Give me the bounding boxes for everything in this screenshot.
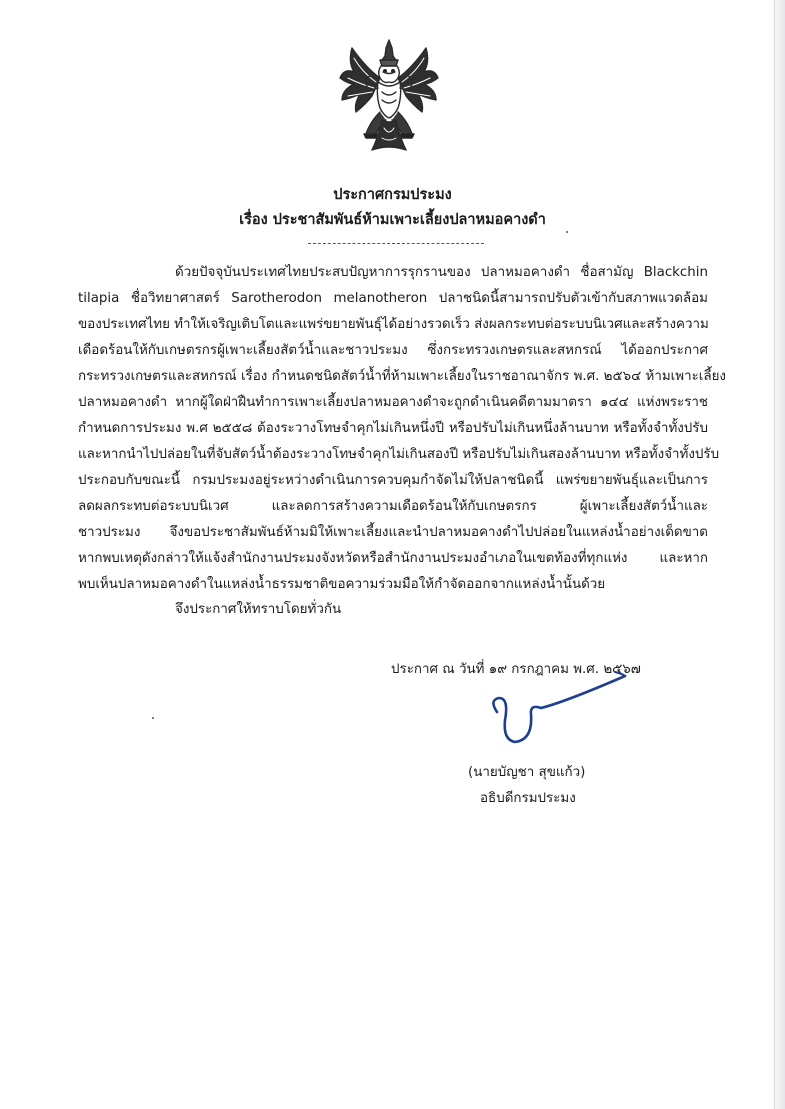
- body-line-7: กำหนดการประมง พ.ศ ๒๕๕๘ ต้องระวางโทษจำคุกไม่เกินหนึ่งปี หรือปรับไม่เกินหนึ่งล้านบาท หรือทั้งจำทั้งปรับ: [78, 421, 708, 436]
- body-line-2: tilapia ชื่อวิทยาศาสตร์ Sarotherodon melanotheron ปลาชนิดนี้สามารถปรับตัวเข้ากับสภาพแวดล้อม: [78, 291, 708, 306]
- announcement-date: ประกาศ ณ วันที่ ๑๙ กรกฎาคม พ.ศ. ๒๕๖๗: [391, 662, 641, 677]
- page-edge-line: [774, 0, 775, 1109]
- body-line-3: ของประเทศไทย ทำให้เจริญเติบโตและแพร่ขยายพันธุ์ได้อย่างรวดเร็ว ส่งผลกระทบต่อระบบนิเวศและสร้างความ: [78, 317, 709, 332]
- garuda-emblem-icon: [336, 38, 442, 158]
- body-line-1: ด้วยปัจจุบันประเทศไทยประสบปัญหาการรุกรานของ ปลาหมอคางดำ ชื่อสามัญ Blackchin: [175, 265, 708, 280]
- signer-title: อธิบดีกรมประมง: [480, 791, 576, 806]
- title-divider: [308, 243, 484, 244]
- body-line-4: เดือดร้อนให้กับเกษตรกรผู้เพาะเลี้ยงสัตว์น้ำและชาวประมง ซึ่งกระทรวงเกษตรและสหกรณ์ ได้ออกประกาศ: [78, 343, 708, 358]
- signer-name: (นายบัญชา สุขแก้ว): [468, 765, 586, 780]
- body-line-5: กระทรวงเกษตรและสหกรณ์ เรื่อง กำหนดชนิดสัตว์น้ำที่ห้ามเพาะเลี้ยงในราชอาณาจักร พ.ศ. ๒๕๖๔ ห้ามเพาะเลี้ยง: [78, 369, 726, 384]
- body-line-10: ลดผลกระทบต่อระบบนิเวศ และลดการสร้างความเดือดร้อนให้กับเกษตรกร ผู้เพาะเลี้ยงสัตว์น้ำและ: [78, 499, 708, 514]
- body-line-8: และหากนำไปปล่อยในที่จับสัตว์น้ำต้องระวางโทษจำคุกไม่เกินสองปี หรือปรับไม่เกินสองล้านบาท หรือทั้งจำทั้งปรับ: [78, 447, 720, 462]
- body-line-6: ปลาหมอคางดำ หากผู้ใดฝ่าฝืนทำการเพาะเลี้ยงปลาหมอคางดำจะถูกดำเนินคดีตามมาตรา ๑๔๔ แห่งพระราช: [78, 395, 708, 410]
- announcement-subject: เรื่อง ประชาสัมพันธ์ห้ามเพาะเลี้ยงปลาหมอคางดำ: [239, 212, 546, 228]
- announcement-title: ประกาศกรมประมง: [333, 187, 452, 203]
- body-line-13: พบเห็นปลาหมอคางดำในแหล่งน้ำธรรมชาติขอความร่วมมือให้กำจัดออกจากแหล่งน้ำนั้นด้วย: [78, 577, 606, 592]
- closing-statement: จึงประกาศให้ทราบโดยทั่วกัน: [175, 602, 342, 617]
- scan-speck: [566, 231, 568, 233]
- body-line-9: ประกอบกับขณะนี้ กรมประมงอยู่ระหว่างดำเนินการควบคุมกำจัดไม่ให้ปลาชนิดนี้ แพร่ขยายพันธุ์และเป็นการ: [78, 473, 708, 488]
- body-line-12: หากพบเหตุดังกล่าวให้แจ้งสำนักงานประมงจังหวัดหรือสำนักงานประมงอำเภอในเขตท้องที่ทุกแห่ง และหาก: [78, 551, 708, 566]
- handwritten-signature: [485, 668, 631, 764]
- scan-speck: [152, 717, 154, 719]
- body-line-11: ชาวประมง จึงขอประชาสัมพันธ์ห้ามมิให้เพาะเลี้ยงและนำปลาหมอคางดำไปปล่อยในแหล่งน้ำอย่างเด็ดขาด: [78, 525, 708, 540]
